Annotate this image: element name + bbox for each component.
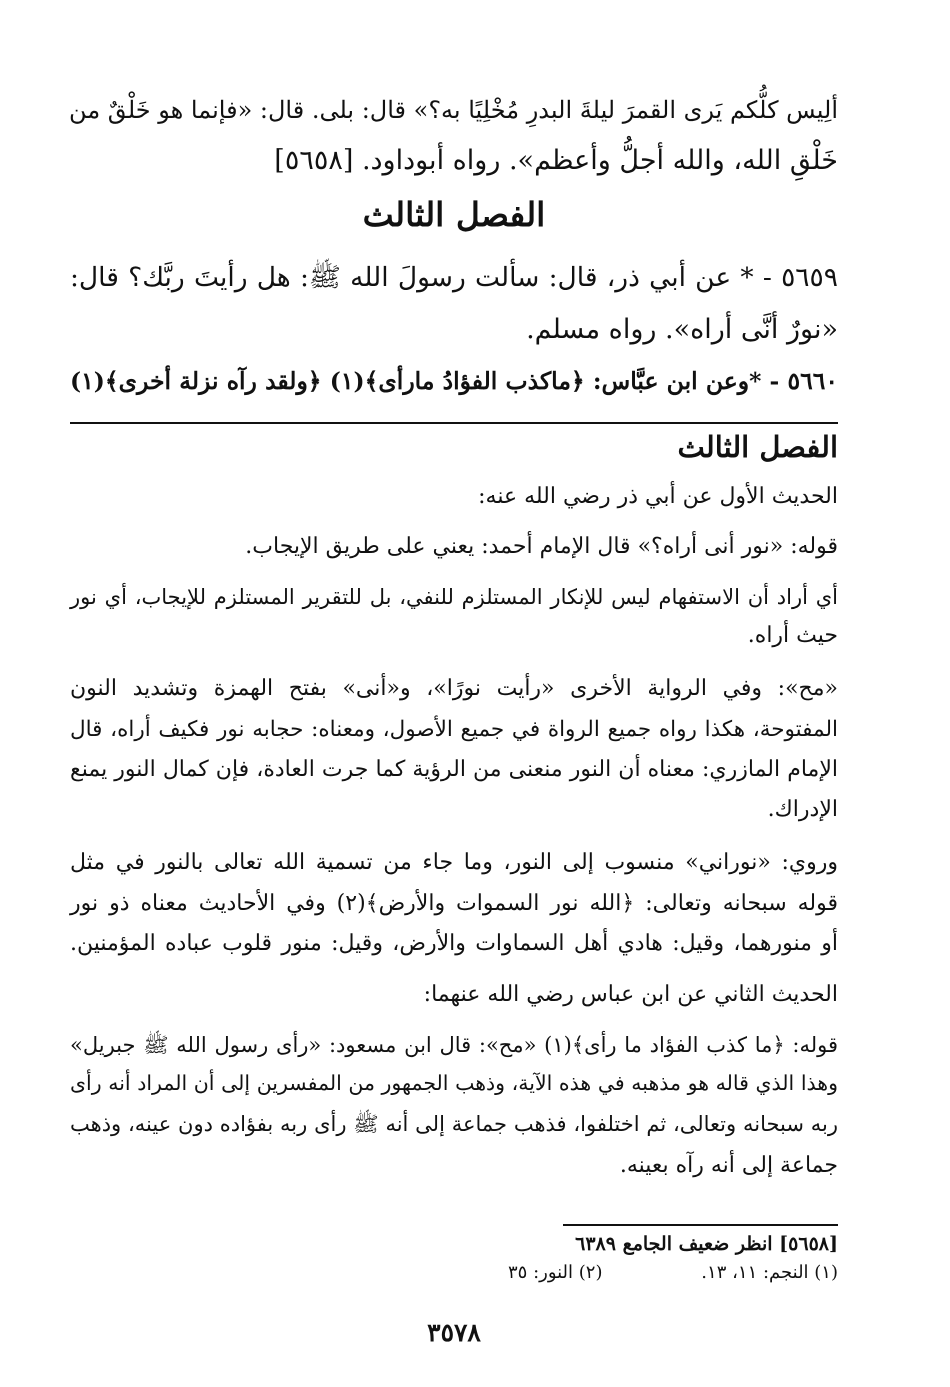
book-page [70,0,838,1387]
commentary-line-7: الإمام المازري: معناه أن النور منعنى من الرؤية كما جرت العادة، فإن كمال النور يمنع [70,757,838,782]
main-text-line-2: خَلْقِ الله، والله أجلُّ وأعظم». رواه أبوداود. [٥٦٥٨] [274,145,838,176]
main-text-line-1: ألِيس كلُّكم يَرى القمرَ ليلةَ البدرِ مُخْلِيًا به؟» قال: بلى. قال: «فإنما هو خَلْقٌ من [69,96,838,124]
commentary-line-3: أي أراد أن الاستفهام ليس للإنكار المستلزم للنفي، بل للتقرير المستلزم للإيجاب، أي نور [70,585,838,609]
commentary-line-12: الحديث الثاني عن ابن عباس رضي الله عنهما: [423,982,838,1007]
commentary-heading: الفصل الثالث [677,430,838,464]
page-number: ٣٥٧٨ [427,1318,481,1347]
commentary-line-6: المفتوحة، هكذا رواه جميع الرواة في جميع الأصول، ومعناه: حجابه نور فكيف أراه، قال [70,717,838,742]
commentary-line-14: وهذا الذي قاله هو مذهبه في هذه الآية، وذهب الجمهور من المفسرين إلى أن المراد أنه رأى [70,1071,838,1095]
footnote-ref-1: (١) النجم: ١١، ١٣. [701,1262,838,1283]
hadith-5659-line-1: ٥٦٥٩ - * عن أبي ذر، قال: سألت رسولَ الله ﷺ: هل رأيتَ ربَّك؟ قال: [70,262,838,293]
commentary-line-9: وروي: «نوراني» منسوب إلى النور، وما جاء من تسمية الله تعالى بالنور في مثل [70,850,838,875]
text-commentary-divider [70,422,838,424]
commentary-line-4: حيث أراه. [747,623,838,648]
commentary-line-10: قوله سبحانه وتعالى: ﴿الله نور السموات والأرض﴾(٢) وفي الأحاديث معناه ذو نور [70,891,838,916]
commentary-line-8: الإدراك. [767,797,838,822]
section-heading: الفصل الثالث [362,195,546,234]
hadith-5660-line: ٥٦٦٠ - *وعن ابن عبَّاس: ﴿ماكذب الفؤادُ مارأى﴾(١) ﴿ولقد رآه نزلة أخرى﴾(١) [70,367,839,395]
commentary-line-2: قوله: «نور أنى أراه؟» قال الإمام أحمد: يعني على طريق الإيجاب. [245,534,838,559]
commentary-line-16: جماعة إلى أنه رآه بعينه. [619,1153,838,1178]
commentary-line-1: الحديث الأول عن أبي ذر رضي الله عنه: [478,484,838,509]
footnote-references [508,1262,838,1283]
footnote-source: [٥٦٥٨] انظر ضعيف الجامع ٦٣٨٩ [575,1233,838,1255]
commentary-line-5: «مح»: وفي الرواية الأخرى «رأيت نورًا»، و«أنى» بفتح الهمزة وتشديد النون [70,676,838,701]
footnote-rule [563,1224,838,1226]
commentary-line-15: ربه سبحانه وتعالى، ثم اختلفوا، فذهب جماعة إلى أنه ﷺ رأى ربه بفؤاده دون عينه، وذهب [70,1112,838,1136]
hadith-5659-line-2: «نورٌ أنَّى أراه». رواه مسلم. [526,314,838,345]
commentary-line-13: قوله: ﴿ما كذب الفؤاد ما رأى﴾(١) «مح»: قال ابن مسعود: «رأى رسول الله ﷺ جبريل» [70,1033,839,1057]
commentary-line-11: أو منورهما، وقيل: هادي أهل السماوات والأرض، وقيل: منور قلوب عباده المؤمنين. [70,931,838,956]
footnote-ref-2: (٢) النور: ٣٥ [508,1262,603,1283]
